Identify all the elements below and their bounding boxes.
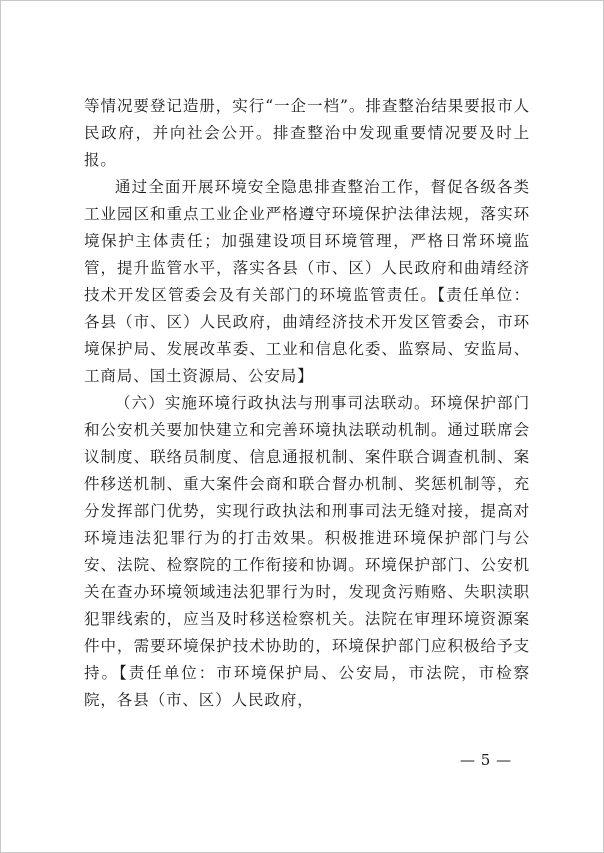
document-body [84,93,530,714]
paragraph-2: 通过全面开展环境安全隐患排查整治工作，督促各级各类工业园区和重点工业企业严格遵守环境保护法律法规，落实环境保护主体责任；加强建设项目环境管理，严格日常环境监管，提升监管水平，落实各县（市、区）人民政府和曲靖经济技术开发区管委会及有关部门的环境监管责任。【责任单位：各县（市、区）人民政府，曲靖经济技术开发区管委会，市环境保护局、发展改革委、工业和信息化委、监察局、安监局、工商局、国土资源局、公安局】 [84,178,530,385]
paragraph-3: （六）实施环境行政执法与刑事司法联动。环境保护部门和公安机关要加快建立和完善环境执法联动机制。通过联席会议制度、联络员制度、信息通报机制、案件联合调查机制、案件移送机制、重大案件会商和联合督办机制、奖惩机制等，充分发挥部门优势，实现行政执法和刑事司法无缝对接，提高对环境违法犯罪行为的打击效果。积极推进环境保护部门与公安、法院、检察院的工作衔接和协调。环境保护部门、公安机关在查办环境领域违法犯罪行为时，发现贪污贿赂、失职渎职犯罪线索的，应当及时移送检察机关。法院在审理环境资源案件中，需要环境保护技术协助的，环境保护部门应积极给予支持。【责任单位：市环境保护局、公安局，市法院，市检察院，各县（市、区）人民政府， [84,394,530,709]
page-number: — 5 — [460,751,512,769]
paragraph-1: 等情况要登记造册，实行“一企一档”。排查整治结果要报市人民政府，并向社会公开。排查整治中发现重要情况要及时上报。 [84,97,530,169]
